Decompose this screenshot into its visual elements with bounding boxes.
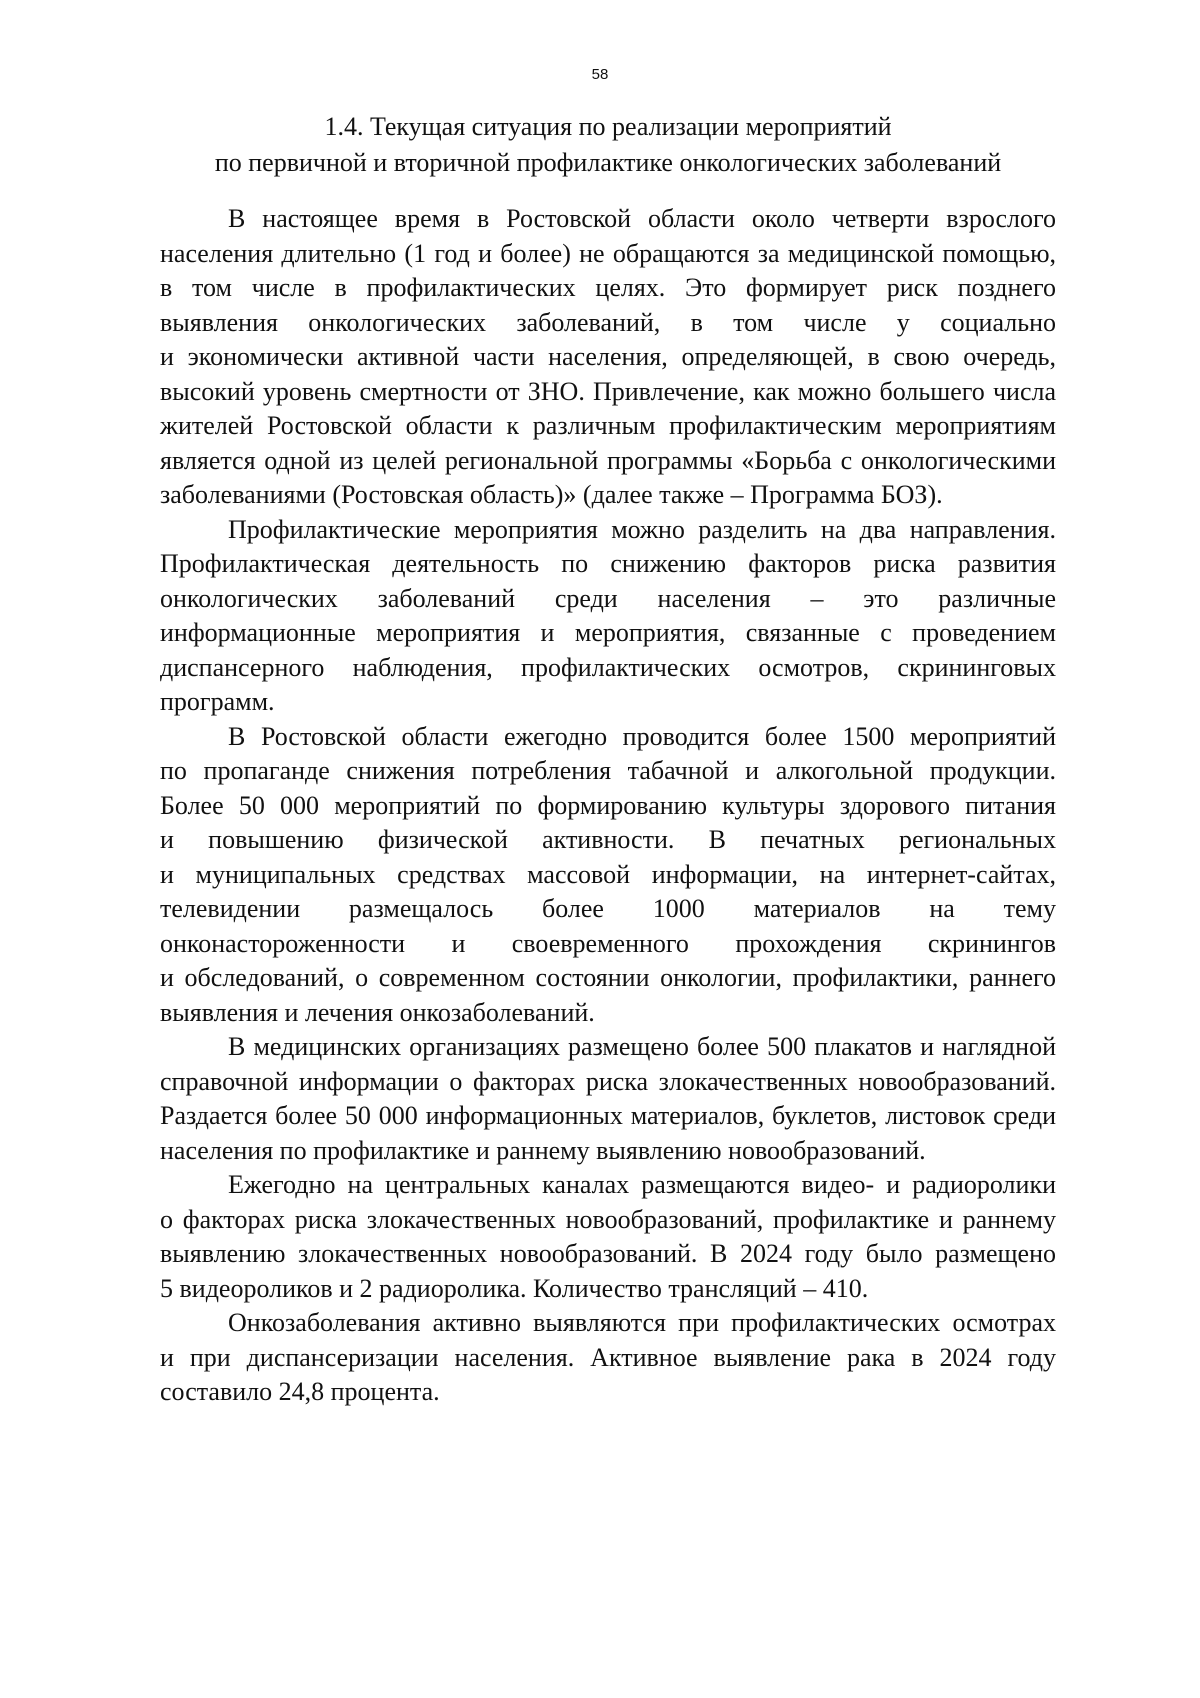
page-number: 58	[591, 66, 609, 83]
paragraph	[160, 1168, 1056, 1306]
paragraph	[160, 1030, 1056, 1168]
text-line: выявлению злокачественных новообразований. В 2024 году было размещено	[160, 1239, 1056, 1268]
text-line: Раздается более 50 000 информационных материалов, буклетов, листовок среди	[160, 1101, 1056, 1130]
text-line: и муниципальных средствах массовой информации, на интернет-сайтах,	[160, 859, 1056, 889]
text-line: о факторах риска злокачественных новообразований, профилактике и раннему	[160, 1204, 1056, 1234]
text-line: выявления и лечения онкозаболеваний.	[160, 997, 595, 1027]
text-line: Ежегодно на центральных каналах размещаются видео- и радиоролики	[228, 1170, 1056, 1199]
text-line: 5 видеороликов и 2 радиоролика. Количество трансляций – 410.	[160, 1273, 869, 1303]
paragraph	[160, 720, 1056, 1031]
text-line: телевидении размещалось более 1000 материалов на тему	[160, 894, 1056, 923]
text-line: В медицинских организациях размещено более 500 плакатов и наглядной	[228, 1032, 1056, 1061]
text-line: в том числе в профилактических целях. Это формирует риск позднего	[160, 273, 1056, 302]
section-heading-line: по первичной и вторичной профилактике онкологических заболеваний	[214, 148, 1002, 177]
text-line: и экономически активной части населения, определяющей, в свою очередь,	[160, 342, 1056, 371]
text-line: населения длительно (1 год и более) не обращаются за медицинской помощью,	[160, 238, 1056, 268]
text-line: составило 24,8 процента.	[160, 1377, 440, 1406]
text-line: Профилактические мероприятия можно разделить на два направления.	[228, 514, 1056, 544]
text-line: информационные мероприятия и мероприятия, связанные с проведением	[160, 618, 1056, 647]
text-line: справочной информации о факторах риска злокачественных новообразований.	[160, 1066, 1056, 1096]
text-line: онконастороженности и своевременного прохождения скринингов	[160, 928, 1056, 958]
text-line: диспансерного наблюдения, профилактических осмотров, скрининговых	[160, 652, 1056, 682]
paragraph	[160, 202, 1056, 513]
section-heading	[160, 109, 1056, 181]
text-line: и при диспансеризации населения. Активное выявление рака в 2024 году	[160, 1342, 1056, 1372]
text-line: по пропаганде снижения потребления табачной и алкогольной продукции.	[160, 756, 1056, 785]
text-line: высокий уровень смертности от ЗНО. Привлечение, как можно большего числа	[160, 376, 1056, 406]
body-text	[160, 202, 1056, 1410]
text-line: является одной из целей региональной программы «Борьба с онкологическими	[160, 445, 1056, 475]
text-line: и повышению физической активности. В печатных региональных	[160, 825, 1056, 854]
text-line: В Ростовской области ежегодно проводится более 1500 мероприятий	[228, 721, 1056, 751]
text-line: В настоящее время в Ростовской области около четверти взрослого	[228, 204, 1056, 233]
text-line: Более 50 000 мероприятий по формированию культуры здорового питания	[160, 790, 1056, 820]
paragraph	[160, 1306, 1056, 1410]
section-heading-line: 1.4. Текущая ситуация по реализации мероприятий	[324, 112, 892, 141]
text-line: заболеваниями (Ростовская область)» (далее также – Программа БОЗ).	[160, 480, 943, 509]
text-line: населения по профилактике и раннему выявлению новообразований.	[160, 1135, 926, 1165]
text-line: Онкозаболевания активно выявляются при профилактических осмотрах	[228, 1308, 1056, 1337]
paragraph	[160, 513, 1056, 720]
text-line: выявления онкологических заболеваний, в том числе у социально	[160, 307, 1056, 337]
text-line: онкологических заболеваний среди населения – это различные	[160, 583, 1056, 613]
text-line: и обследований, о современном состоянии онкологии, профилактики, раннего	[160, 963, 1056, 992]
text-line: Профилактическая деятельность по снижению факторов риска развития	[160, 549, 1056, 578]
text-line: жителей Ростовской области к различным профилактическим мероприятиям	[160, 411, 1056, 440]
text-line: программ.	[160, 687, 275, 716]
